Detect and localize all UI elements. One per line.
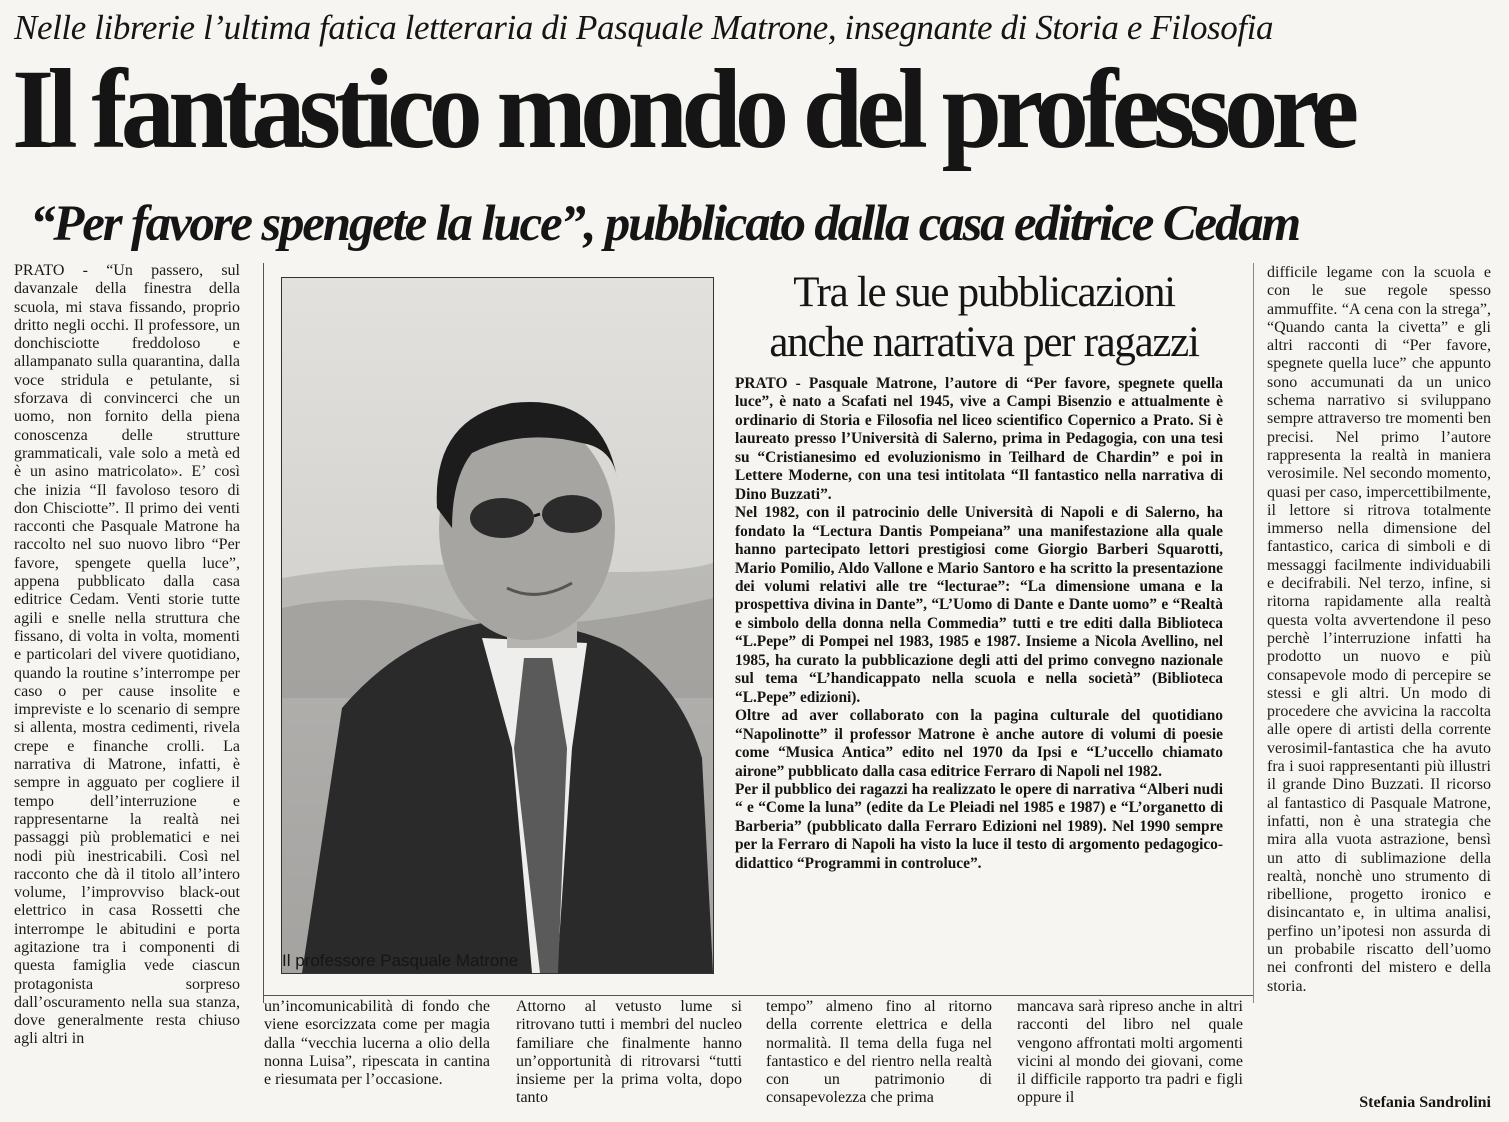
sidebar-title xyxy=(728,268,1240,368)
right-text-column xyxy=(1267,264,1491,1094)
bottom-column-4: mancava sarà ripreso anche in altri racconti del libro nel quale vengono affrontati molti argomenti vicini al mondo dei giovani, come il difficile rapporto tra padri e figli oppure il xyxy=(1017,998,1243,1107)
sidebar-paragraph: Per il pubblico dei ragazzi ha realizzato le opere di narrativa “Alberi nudi “ e “Come la luna” (edite da Le Pleiadi nel 1985 e 1987) e “L’organetto di Barberia” (pubblicato dalla Ferraro Edizioni nel 1989). Nel 1990 sempre per la Ferraro di Napoli ha visto la luce il testo di argomento pedagogico-didattico “Programmi in controluce”. xyxy=(735,780,1223,872)
sidebar-paragraph: PRATO - Pasquale Matrone, l’autore di “Per favore, spegnete quella luce”, è nato a Scafati nel 1945, vive a Campi Bisenzio e attualmente è ordinario di Storia e Filosofia nel liceo scientifico Copernico a Prato. Si è laureato presso l’Università di Salerno, prima in Pedagogia, con una tesi su “Cristianesimo ed evoluzionismo in Teilhard de Chardin” e poi in Lettere Moderne, con una tesi intitolata “Il fantastico nella narrativa di Dino Buzzati”. xyxy=(735,375,1223,503)
article-subheadline: “Per favore spengete la luce”, pubblicato dalla casa editrice Cedam xyxy=(30,196,1300,252)
sidebar-title-line1: Tra le sue pubblicazioni xyxy=(793,269,1175,316)
portrait-illustration xyxy=(282,278,713,973)
photo-caption: Il professore Pasquale Matrone xyxy=(282,951,519,970)
author-photo xyxy=(281,277,714,974)
sidebar-paragraph: Nel 1982, con il patrocinio delle Università di Napoli e di Salerno, ha fondato la “Lectura Dantis Pompeiana” una manifestazione alla quale hanno partecipato lettori prestigiosi come Giorgio Barberi Squarotti, Mario Pomilio, Aldo Vallone e Mario Santoro e ha scritto la presentazione dei volumi relativi alle tre “lecturae”: “La dimensione umana e la prospettiva divina in Dante”, “L’Uomo di Dante e Dante uomo” e “Realtà e simbolo della donna nella Commedia” tutti e tre editi dalla Biblioteca “L.Pepe” di Pompei nel 1983, 1985 e 1987. Insieme a Nicola Avellino, nel 1985, ha curato la pubblicazione degli atti del primo convegno nazionale sul tema “L’handicappato nella scuola e nella società” (Biblioteca “L.Pepe” edizioni). xyxy=(735,504,1223,706)
sidebar-body xyxy=(735,375,1223,985)
column-divider xyxy=(1253,263,1254,1003)
right-column-text: difficile legame con la scuola e con le sue regole spesso ammuffite. “A cena con la strega”, “Quando canta la civetta” e gli altri racconti di “Per favore, spegnete quella luce” che appunto sono accumunati da un unico schema narrativo si sviluppano sempre attraverso tre momenti ben precisi. Nel primo l’autore rappresenta la realtà in maniera verosimile. Nel secondo momento, quasi per caso, impercettibilmente, il lettore si ritrova totalmente immerso nella dimensione del fantastico, carica di simboli e di messaggi facilmente individuabili e decifrabili. Nel terzo, infine, si ritorna rapidamente alla realtà questa volta avvertendone il peso perchè l’interruzione infatti ha prodotto un nuovo e più consapevole modo di percepire se stessi e gli altri. Un modo di procedere che avvicina la raccolta alle opere di artisti della corrente verosimil-fantastica che ha avuto fra i suoi rappresentanti più illustri il grande Dino Buzzati. Il ricorso al fantastico di Pasquale Matrone, infatti, non è una strategia che mira alla vuota astrazione, bensì un atto di sublimazione della realtà, nonchè uno strumento di ribellione, progetto ironico e disincantato e, in ultima analisi, perfino un’ipotesi non assurda di un probabile riscatto dell’uomo nei confronti del mistero e della storia. xyxy=(1267,264,1491,995)
bottom-column-3: tempo” almeno fino al ritorno della corrente elettrica e della normalità. Il tema della fuga nel fantastico e del rientro nella realtà con un patrimonio di consapevolezza che prima xyxy=(766,998,992,1107)
section-divider xyxy=(263,995,1253,996)
sidebar-title-line2: anche narrativa per ragazzi xyxy=(769,319,1199,366)
sidebar-paragraph: Oltre ad aver collaborato con la pagina culturale del quotidiano “Napolinotte” il professor Matrone è anche autore di volumi di poesie come “Musica Antica” edito nel 1970 da Ipsi e “L’uccello chiamato airone” pubblicato dalla casa editrice Ferraro di Napoli nel 1982. xyxy=(735,707,1223,780)
article-headline: Il fantastico mondo del professore xyxy=(12,47,1353,172)
left-text-column xyxy=(14,262,240,1120)
article-kicker: Nelle librerie l’ultima fatica letteraria di Pasquale Matrone, insegnante di Storia e Filosofia xyxy=(14,8,1274,47)
column-divider xyxy=(263,263,264,1003)
left-column-text: PRATO - “Un passero, sul davanzale della finestra della scuola, mi stava fissando, proprio dritto negli occhi. Il professore, un donchisciotte freddoloso e allampanato sulla quarantina, dalla voce stridula e petulante, si sforzava di convincerci che un uomo, non fornito della piena conoscenza delle strutture grammaticali, vale solo a metà ed è un asino matricolato». E’ così che inizia “Il favoloso tesoro di don Chisciotte”. Il primo dei venti racconti che Pasquale Matrone ha raccolto nel suo nuovo libro “Per favore, spengete quella luce”, appena pubblicato dalla casa editrice Cedam. Venti storie tutte agili e snelle nella struttura che fissano, di volta in volta, momenti e particolari del vivere quotidiano, quando la routine s’interrompe per caso o per cause insolite e impreviste e lo scenario di sempre si allenta, mostra cedimenti, rivela crepe e finanche crolli. La narrativa di Matrone, infatti, è sempre in agguato per cogliere il tempo dell’interruzione e rappresentarne la realtà nei passaggi più problematici e nei nodi più inestricabili. Così nel racconto che dà il titolo all’intero volume, l’improvviso black-out elettrico in casa Rossetti che interrompe le abitudini e porta agitazione tra i componenti di questa famiglia vede ciascun protagonista sorpreso dall’oscuramento nella sua stanza, dove generalmente resta chiuso agli altri in xyxy=(14,262,240,1048)
bottom-column-1: un’incomunicabilità di fondo che viene esorcizzata come per magia dalla “vecchia lucerna a olio della nonna Luisa”, ripescata in cantina e riesumata per l’occasione. xyxy=(264,998,490,1089)
author-signature: Stefania Sandrolini xyxy=(1359,1094,1491,1111)
bottom-column-2: Attorno al vetusto lume si ritrovano tutti i membri del nucleo familiare che finalmente hanno un’opportunità di ritrovarsi “tutti insieme per la prima volta, dopo tanto xyxy=(516,998,742,1107)
